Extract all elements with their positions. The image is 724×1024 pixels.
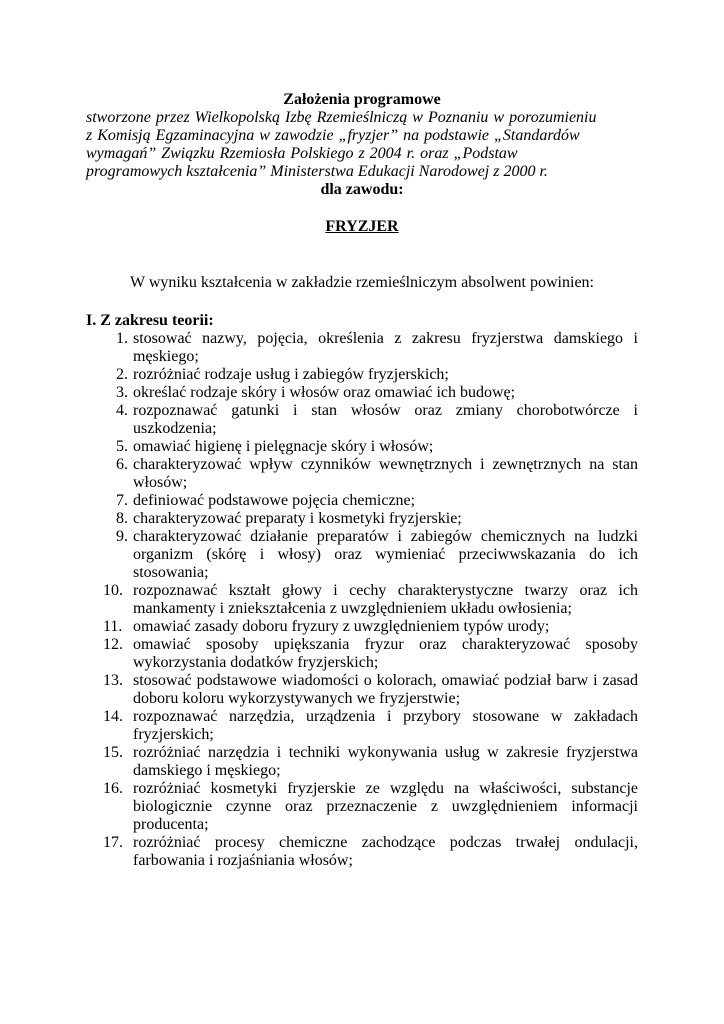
item-number: 2. — [116, 366, 128, 383]
list-item — [86, 672, 638, 708]
list-item — [86, 402, 638, 438]
item-number: 5. — [116, 438, 128, 455]
item-text: rozróżniać procesy chemiczne zachodzące podczas trwałej ondulacji, farbowania i rozjaśniania włosów; — [133, 834, 638, 869]
section-heading: I. Z zakresu teorii: — [86, 312, 214, 329]
list-item — [86, 834, 638, 870]
item-number: 6. — [116, 456, 128, 473]
list-item — [86, 492, 638, 510]
list-item — [86, 618, 638, 636]
item-text: rozpoznawać kształt głowy i cechy charakterystyczne twarzy oraz ich mankamenty i zniekształcenia z uwzględnieniem układu owłosienia; — [133, 582, 638, 617]
list-item — [86, 744, 638, 780]
list-item — [86, 582, 638, 618]
item-text: charakteryzować działanie preparatów i zabiegów chemicznych na ludzki organizm (skórę i włosy) oraz wymieniać przeciwwskazania do ich stosowania; — [133, 528, 638, 581]
item-text: rozróżniać rodzaje usług i zabiegów fryzjerskich; — [133, 366, 449, 383]
document-title: Założenia programowe — [283, 91, 441, 108]
item-number: 9. — [116, 528, 128, 545]
skills-list — [86, 330, 638, 870]
list-item — [86, 528, 638, 582]
document-page — [86, 91, 638, 870]
subtitle-line: z Komisją Egzaminacyjna w zawodzie „fryzjer” na podstawie „Standardów — [86, 127, 580, 144]
item-text: charakteryzować wpływ czynników wewnętrznych i zewnętrznych na stan włosów; — [133, 456, 638, 491]
profession-label: dla zawodu: — [320, 181, 404, 198]
item-number: 10. — [103, 582, 123, 599]
document-subtitle — [86, 109, 638, 181]
item-text: rozpoznawać gatunki i stan włosów oraz zmiany chorobotwórcze i uszkodzenia; — [133, 402, 638, 437]
item-number: 1. — [116, 330, 128, 347]
item-number: 16. — [103, 780, 123, 797]
item-text: stosować podstawowe wiadomości o kolorach, omawiać podział barw i zasad doboru koloru wykorzystywanych we fryzjerstwie; — [133, 672, 638, 707]
item-text: rozpoznawać narzędzia, urządzenia i przybory stosowane w zakładach fryzjerskich; — [133, 708, 638, 743]
item-text: określać rodzaje skóry i włosów oraz omawiać ich budowę; — [133, 384, 516, 401]
list-item — [86, 384, 638, 402]
list-item — [86, 456, 638, 492]
item-number: 12. — [103, 636, 123, 653]
list-item — [86, 438, 638, 456]
item-number: 14. — [103, 708, 123, 725]
subtitle-line: wymagań” Związku Rzemiosła Polskiego z 2004 r. oraz „Podstaw — [86, 145, 518, 162]
item-number: 17. — [103, 834, 123, 851]
item-number: 11. — [103, 618, 123, 635]
item-number: 3. — [116, 384, 128, 401]
item-text: stosować nazwy, pojęcia, określenia z zakresu fryzjerstwa damskiego i męskiego; — [133, 330, 638, 365]
item-text: omawiać zasady doboru fryzury z uwzględnieniem typów urody; — [133, 618, 550, 635]
item-text: omawiać higienę i pielęgnacje skóry i włosów; — [133, 438, 434, 455]
item-text: definiować podstawowe pojęcia chemiczne; — [133, 492, 416, 509]
subtitle-line: stworzone przez Wielkopolską Izbę Rzemieślniczą w Poznaniu w porozumieniu — [86, 109, 597, 126]
item-text: omawiać sposoby upiększania fryzur oraz charakteryzować sposoby wykorzystania dodatków fryzjerskich; — [133, 636, 638, 671]
list-item — [86, 708, 638, 744]
list-item — [86, 636, 638, 672]
item-number: 4. — [116, 402, 128, 419]
list-item — [86, 780, 638, 834]
subtitle-line: programowych kształcenia” Ministerstwa Edukacji Narodowej z 2000 r. — [86, 163, 548, 180]
item-number: 13. — [103, 672, 123, 689]
item-number: 15. — [103, 744, 123, 761]
list-item — [86, 366, 638, 384]
list-item — [86, 330, 638, 366]
profession-name: FRYZJER — [325, 218, 399, 235]
list-item — [86, 510, 638, 528]
intro-paragraph: W wyniku kształcenia w zakładzie rzemieślniczym absolwent powinien: — [130, 274, 594, 291]
item-number: 7. — [116, 492, 128, 509]
item-text: rozróżniać narzędzia i techniki wykonywania usług w zakresie fryzjerstwa damskiego i męskiego; — [133, 744, 638, 779]
item-number: 8. — [116, 510, 128, 527]
item-text: rozróżniać kosmetyki fryzjerskie ze względu na właściwości, substancje biologicznie czynne oraz przeznaczenie z uwzględnieniem informacji producenta; — [133, 780, 638, 833]
item-text: charakteryzować preparaty i kosmetyki fryzjerskie; — [133, 510, 462, 527]
